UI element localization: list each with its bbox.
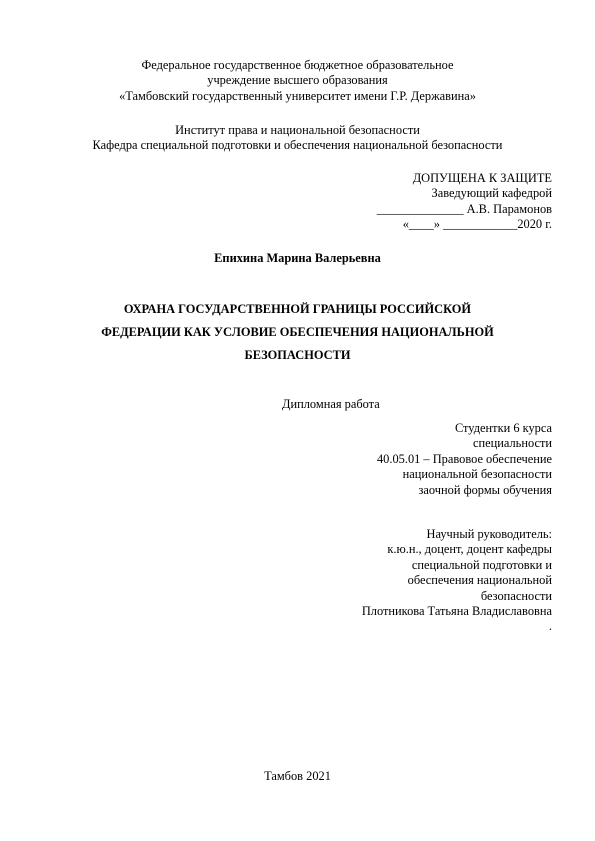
thesis-title	[0, 298, 595, 367]
student-line: специальности	[472, 436, 552, 451]
university-header	[0, 58, 595, 104]
approval-stamp	[377, 171, 552, 233]
author-name: Епихина Марина Валерьевна	[214, 251, 381, 265]
supervisor-line: Научный руководитель:	[426, 527, 552, 541]
city-year: Тамбов 2021	[264, 769, 331, 783]
student-line: Студентки 6 курса	[454, 421, 552, 435]
supervisor-line: к.ю.н., доцент, доцент кафедры	[387, 542, 552, 557]
student-info	[377, 421, 552, 498]
approval-heading: ДОПУЩЕНА К ЗАЩИТЕ	[412, 171, 552, 185]
work-type: Дипломная работа	[282, 397, 380, 411]
approval-date-line: «____» ____________2020 г.	[402, 217, 552, 232]
approval-signature-line: ______________ А.В. Парамонов	[376, 201, 552, 216]
student-line: 40.05.01 – Правовое обеспечение	[376, 451, 552, 466]
supervisor-line: обеспечения национальной	[407, 573, 552, 588]
header-line: учреждение высшего образования	[207, 73, 388, 88]
supervisor-line: специальной подготовки и	[411, 557, 552, 572]
supervisor-trailing-dot: .	[548, 619, 552, 634]
header-line: Федеральное государственное бюджетное образовательное	[141, 58, 454, 72]
institute-name: Институт права и национальной безопасности	[175, 123, 420, 137]
title-line: ОХРАНА ГОСУДАРСТВЕННОЙ ГРАНИЦЫ РОССИЙСКОЙ	[123, 302, 472, 316]
approval-position: Заведующий кафедрой	[431, 186, 552, 201]
department-name: Кафедра специальной подготовки и обеспечения национальной безопасности	[92, 138, 503, 153]
supervisor-line: безопасности	[480, 588, 552, 603]
supervisor-name: Плотникова Татьяна Владиславовна	[361, 604, 552, 619]
student-line: заочной формы обучения	[418, 482, 552, 497]
institute-block	[0, 123, 595, 154]
header-line: «Тамбовский государственный университет имени Г.Р. Державина»	[119, 88, 476, 103]
title-line: БЕЗОПАСНОСТИ	[244, 348, 351, 362]
title-line: ФЕДЕРАЦИИ КАК УСЛОВИЕ ОБЕСПЕЧЕНИЯ НАЦИОНАЛЬНОЙ	[101, 325, 494, 339]
supervisor-info	[362, 527, 552, 635]
student-line: национальной безопасности	[402, 467, 552, 482]
